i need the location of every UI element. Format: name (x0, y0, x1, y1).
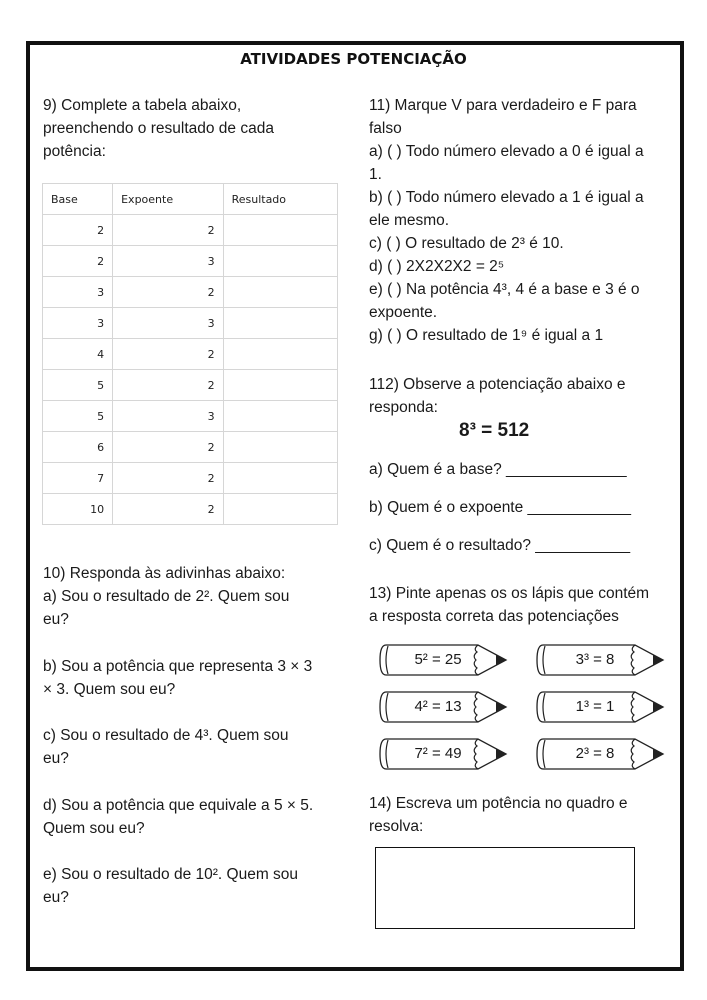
cell-base: 5 (43, 401, 113, 432)
q10-item-d (43, 794, 343, 840)
pencil-option[interactable] (378, 643, 508, 677)
q10-line: e) Sou o resultado de 10². Quem sou (43, 866, 299, 883)
q11-block (369, 94, 679, 347)
cell-resultado[interactable] (223, 370, 337, 401)
q9-prompt (43, 94, 343, 163)
cell-base: 2 (43, 246, 113, 277)
pencil-label: 5² = 25 (414, 651, 462, 668)
q14-prompt (369, 792, 679, 838)
table-row (43, 308, 338, 339)
cell-resultado[interactable] (223, 494, 337, 525)
q9-prompt-line: potência: (43, 143, 106, 160)
q11-item-a[interactable]: a) ( ) Todo número elevado a 0 é igual a (369, 143, 644, 160)
cell-base: 2 (43, 215, 113, 246)
table-row (43, 463, 338, 494)
q14-prompt-line: resolva: (369, 818, 424, 835)
page-title: ATIVIDADES POTENCIAÇÃO (240, 50, 467, 68)
cell-resultado[interactable] (223, 246, 337, 277)
q10-line: eu? (43, 750, 69, 767)
cell-expoente: 2 (113, 432, 223, 463)
answer-box[interactable] (375, 847, 635, 929)
pencil-label: 1³ = 1 (575, 698, 615, 715)
q11-prompt-line: 11) Marque V para verdadeiro e F para (369, 97, 637, 114)
q10-line: a) Sou o resultado de 2². Quem sou (43, 588, 290, 605)
cell-resultado[interactable] (223, 463, 337, 494)
q10-line: d) Sou a potência que equivale a 5 × 5. (43, 797, 314, 814)
q11-item-c[interactable]: c) ( ) O resultado de 2³ é 10. (369, 235, 564, 252)
cell-resultado[interactable] (223, 432, 337, 463)
q10-line: Quem sou eu? (43, 820, 145, 837)
table-row (43, 246, 338, 277)
q11-item-b[interactable]: b) ( ) Todo número elevado a 1 é igual a (369, 189, 644, 206)
q10-line: eu? (43, 889, 69, 906)
table-row (43, 215, 338, 246)
table-row (43, 401, 338, 432)
header-expoente: Expoente (113, 184, 223, 215)
cell-expoente: 2 (113, 277, 223, 308)
cell-expoente: 2 (113, 494, 223, 525)
header-base: Base (43, 184, 113, 215)
q112-item-b[interactable]: b) Quem é o expoente ____________ (369, 499, 631, 516)
cell-resultado[interactable] (223, 308, 337, 339)
pencil-option[interactable] (535, 737, 665, 771)
q10-item-b (43, 655, 343, 701)
table-row (43, 339, 338, 370)
q10-item-c (43, 724, 343, 770)
cell-resultado[interactable] (223, 401, 337, 432)
pencil-label: 7² = 49 (414, 745, 462, 762)
table-row (43, 494, 338, 525)
q14-prompt-line: 14) Escreva um potência no quadro e (369, 795, 628, 812)
table-row (43, 370, 338, 401)
cell-expoente: 2 (113, 215, 223, 246)
cell-resultado[interactable] (223, 277, 337, 308)
q11-item-e-cont: expoente. (369, 304, 438, 321)
cell-base: 4 (43, 339, 113, 370)
cell-expoente: 2 (113, 370, 223, 401)
q112-prompt (369, 373, 679, 419)
q9-prompt-line: preenchendo o resultado de cada (43, 120, 274, 137)
q11-item-d[interactable]: d) ( ) 2X2X2X2 = 2⁵ (369, 258, 505, 275)
cell-resultado[interactable] (223, 215, 337, 246)
q11-item-g[interactable]: g) ( ) O resultado de 1⁹ é igual a 1 (369, 327, 604, 344)
cell-expoente: 3 (113, 308, 223, 339)
q112-prompt-line: 112) Observe a potenciação abaixo e (369, 376, 626, 393)
q11-prompt-line: falso (369, 120, 402, 137)
power-table (42, 183, 338, 525)
cell-base: 5 (43, 370, 113, 401)
pencil-label: 2³ = 8 (575, 745, 615, 762)
power-expression: 8³ = 512 (459, 420, 530, 441)
q11-item-e[interactable]: e) ( ) Na potência 4³, 4 é a base e 3 é o (369, 281, 640, 298)
cell-expoente: 3 (113, 246, 223, 277)
q112-item-c[interactable]: c) Quem é o resultado? ___________ (369, 537, 631, 554)
cell-resultado[interactable] (223, 339, 337, 370)
pencil-option[interactable] (378, 737, 508, 771)
q11-item-b-cont: ele mesmo. (369, 212, 450, 229)
q13-prompt (369, 582, 679, 628)
cell-base: 10 (43, 494, 113, 525)
cell-expoente: 2 (113, 463, 223, 494)
cell-base: 3 (43, 308, 113, 339)
q10-line: c) Sou o resultado de 4³. Quem sou (43, 727, 289, 744)
cell-base: 6 (43, 432, 113, 463)
q13-prompt-line: a resposta correta das potenciações (369, 608, 619, 625)
q10-line: b) Sou a potência que representa 3 × 3 (43, 658, 313, 675)
cell-expoente: 3 (113, 401, 223, 432)
table-header-row (43, 184, 338, 215)
q10-line: eu? (43, 611, 69, 628)
q10-item-a (43, 585, 343, 631)
q10-prompt: 10) Responda às adivinhas abaixo: (43, 565, 286, 582)
q112-prompt-line: responda: (369, 399, 438, 416)
q13-prompt-line: 13) Pinte apenas os os lápis que contém (369, 585, 650, 602)
q10-item-e (43, 863, 343, 909)
pencil-label: 3³ = 8 (575, 651, 615, 668)
pencil-option[interactable] (535, 643, 665, 677)
cell-base: 3 (43, 277, 113, 308)
pencil-option[interactable] (535, 690, 665, 724)
table-row (43, 432, 338, 463)
header-resultado: Resultado (223, 184, 337, 215)
pencil-option[interactable] (378, 690, 508, 724)
pencil-label: 4² = 13 (414, 698, 462, 715)
q10-line: × 3. Quem sou eu? (43, 681, 176, 698)
q9-prompt-line: 9) Complete a tabela abaixo, (43, 97, 242, 114)
cell-expoente: 2 (113, 339, 223, 370)
table-row (43, 277, 338, 308)
q11-item-a-cont: 1. (369, 166, 382, 183)
q112-item-a[interactable]: a) Quem é a base? ______________ (369, 461, 627, 478)
cell-base: 7 (43, 463, 113, 494)
